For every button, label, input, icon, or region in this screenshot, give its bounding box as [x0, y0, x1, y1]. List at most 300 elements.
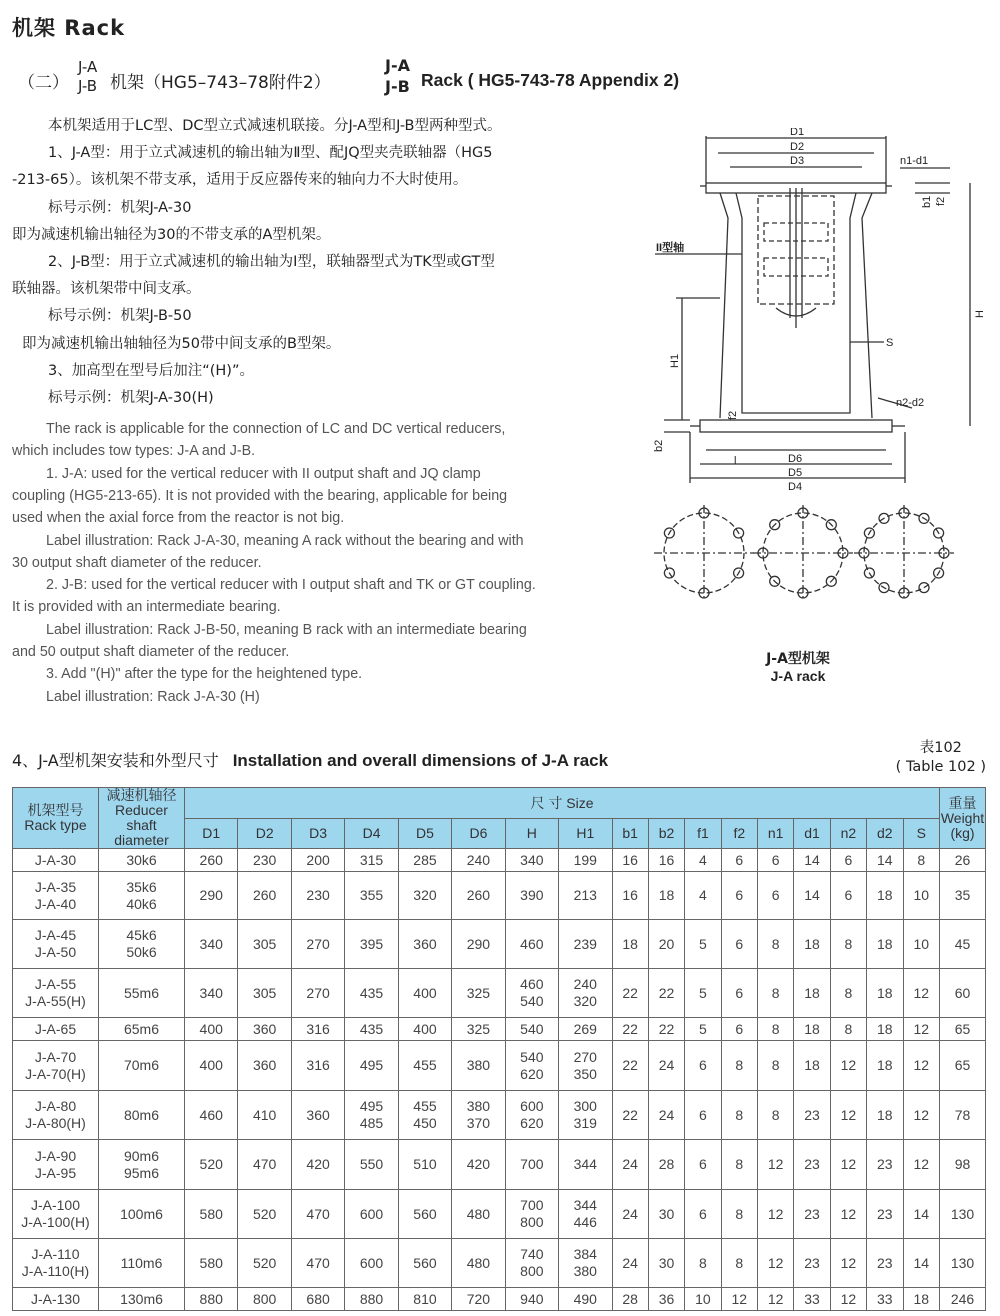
bolt-circle-views [654, 505, 954, 601]
cell-value [291, 872, 344, 920]
cell-line: 495 [359, 1057, 384, 1073]
cell-value [903, 1091, 940, 1140]
cell-value [398, 920, 451, 969]
cell-value [612, 1018, 648, 1041]
cell-value [721, 849, 757, 872]
table-label-zh: 表102 [919, 740, 962, 756]
label-h: H [974, 310, 986, 318]
cell-line: 370 [466, 1115, 491, 1131]
cell-value [291, 969, 344, 1018]
cell-line: 12 [913, 1057, 930, 1073]
cell-value [559, 920, 612, 969]
cell-value [612, 1140, 648, 1190]
cell-value [721, 872, 757, 920]
cell-line: 520 [199, 1156, 223, 1172]
cell-line: 130m6 [120, 1290, 163, 1307]
cell-value [648, 1190, 684, 1239]
cell-line: 8 [699, 1254, 707, 1271]
cell-value [185, 920, 238, 969]
dimensions-table [12, 787, 986, 1311]
cell-line: 18 [804, 935, 820, 952]
cell-line: 940 [520, 1290, 544, 1307]
cell-line: 420 [306, 1156, 330, 1172]
paragraph-line: 2、J-B型：用于立式减速机的输出轴为Ⅰ型，联轴器型式为TK型或GT型 [48, 254, 495, 270]
cell-line: 22 [658, 984, 675, 1001]
cell-line: 18 [877, 935, 893, 952]
cell-shaft [99, 1018, 185, 1041]
cell-value [398, 1091, 451, 1140]
cell-value [867, 969, 903, 1018]
table-row [13, 1140, 986, 1190]
cell-line: 199 [573, 851, 597, 868]
bottom-flange [700, 420, 892, 432]
cell-value [758, 920, 794, 969]
cell-line: 550 [359, 1156, 384, 1172]
cell-line: 290 [199, 887, 223, 903]
cell-line: 18 [804, 984, 820, 1001]
cell-value [291, 1018, 344, 1041]
table-label [896, 739, 986, 777]
cell-line: 6 [844, 887, 853, 903]
cell-line: 410 [252, 1106, 277, 1123]
cell-line: 230 [252, 851, 277, 868]
cell-value [238, 920, 291, 969]
cell-line: 360 [306, 1106, 330, 1123]
paragraph-line: and 50 output shaft diameter of the reducer. [12, 644, 290, 660]
cell-value [238, 1239, 291, 1288]
cell-line: 18 [877, 887, 893, 903]
col-weight [940, 788, 986, 849]
cell-line: 600 [359, 1205, 384, 1222]
cell-value [452, 969, 505, 1018]
cell-line: 520 [252, 1205, 277, 1222]
label-f2-low: f2 [727, 410, 739, 420]
cell-line: J-A-30 [34, 851, 77, 868]
cell-line: 30k6 [126, 851, 157, 868]
cell-line: 12 [731, 1290, 748, 1307]
cell-shaft [99, 1140, 185, 1190]
cell-line: 540 [520, 1048, 544, 1065]
cell-line: 620 [520, 1115, 544, 1131]
cell-line: 680 [306, 1290, 330, 1307]
section-heading-en: Installation and overall dimensions of J-A rack [232, 751, 609, 770]
cell-line: 395 [359, 935, 384, 952]
cell-line: 240 [573, 976, 597, 992]
table-row [13, 872, 986, 920]
cell-value [559, 1091, 612, 1140]
cell-line: 23 [877, 1254, 893, 1271]
col-h1: H1 [559, 819, 612, 849]
cell-rack-type [13, 1140, 99, 1190]
cell-value [291, 920, 344, 969]
cell-line: 8 [771, 935, 780, 952]
cell-value [185, 872, 238, 920]
cell-value [238, 872, 291, 920]
cell-line: 6 [699, 1057, 707, 1073]
subtitle-frac-top: J-A [78, 58, 98, 76]
cell-line: 重量 [948, 794, 977, 811]
cell-value [559, 1041, 612, 1091]
cell-line: 360 [252, 1057, 277, 1073]
cell-value [758, 849, 794, 872]
cell-value [648, 1239, 684, 1288]
cell-value [452, 1140, 505, 1190]
cell-value [505, 969, 558, 1018]
cell-value [505, 1018, 558, 1041]
cell-line: 4 [699, 851, 707, 868]
cell-value [685, 1190, 721, 1239]
cell-line: 8 [735, 1106, 744, 1123]
cell-value [758, 1018, 794, 1041]
cell-line: 36 [658, 1290, 675, 1307]
cell-line: 40k6 [126, 895, 157, 912]
cell-line: 4 [699, 887, 707, 903]
cell-value [345, 1091, 398, 1140]
cell-value [398, 1018, 451, 1041]
cell-line: 18 [804, 1020, 820, 1037]
cell-value [505, 1288, 558, 1311]
col-n2: n2 [830, 819, 866, 849]
subtitle-prefix: （二） [18, 73, 69, 93]
cell-line: 8 [735, 1205, 744, 1222]
cell-value [758, 1239, 794, 1288]
cell-line: 320 [573, 993, 597, 1009]
table-row [13, 1239, 986, 1288]
cell-line: 270 [306, 935, 330, 952]
cell-line: 6 [699, 1156, 707, 1172]
table-row [13, 1091, 986, 1140]
cell-value [830, 1140, 866, 1190]
cell-line: 319 [573, 1115, 597, 1131]
cell-value [505, 1239, 558, 1288]
cell-weight: 60 [940, 969, 986, 1018]
label-n2d2: n2-d2 [896, 397, 925, 409]
cell-value [830, 1239, 866, 1288]
cell-value [758, 969, 794, 1018]
cell-value [867, 1239, 903, 1288]
paragraph-line: -213-65）。该机架不带支承，适用于反应器传来的轴向力不大时使用。 [12, 172, 468, 189]
cell-line: 560 [413, 1254, 437, 1271]
cell-value [559, 849, 612, 872]
cell-value [238, 1288, 291, 1311]
cell-line: 55m6 [123, 984, 160, 1001]
cell-line: J-A-95 [34, 1164, 77, 1181]
cell-value [648, 849, 684, 872]
cell-value [721, 1288, 757, 1311]
cell-value [758, 1041, 794, 1091]
cell-value [238, 849, 291, 872]
cell-rack-type [13, 920, 99, 969]
cell-value [903, 849, 940, 872]
cell-line: 12 [767, 1156, 784, 1172]
label-s: S [886, 337, 894, 349]
cell-value [345, 1018, 398, 1041]
cell-weight: 35 [940, 872, 986, 920]
cell-rack-type [13, 872, 99, 920]
cell-line: 880 [359, 1290, 384, 1307]
subtitle-frac-bottom: J-B [78, 77, 98, 95]
cell-value [830, 1190, 866, 1239]
col-b1: b1 [612, 819, 648, 849]
cell-line: 50k6 [126, 944, 157, 960]
cell-line: J-A-110(H) [21, 1263, 90, 1279]
cell-value [612, 920, 648, 969]
cell-value [648, 1091, 684, 1140]
subtitle-zh-text: 机架（HG5–743–78附件2） [110, 73, 331, 93]
cell-line: 315 [359, 851, 384, 868]
cell-line: 400 [199, 1020, 223, 1037]
cell-line: 18 [877, 1020, 893, 1037]
cell-line: 6 [771, 851, 780, 868]
paragraph-line: 标号示例：机架J-A-30(H) [48, 390, 214, 406]
paragraph-line: used when the axial force from the reactor is not big. [12, 510, 345, 527]
cell-line: 6 [735, 887, 744, 903]
cell-line: 470 [252, 1156, 277, 1172]
col-d3: D3 [291, 819, 344, 849]
paragraph-line: It is provided with an intermediate bearing. [12, 599, 281, 616]
label-d1: D1 [790, 128, 805, 138]
cell-value [398, 1041, 451, 1091]
cell-line: 22 [622, 1057, 638, 1073]
cell-line: 240 [466, 851, 491, 868]
cell-line: 24 [622, 1254, 638, 1271]
cell-line: 28 [658, 1156, 675, 1172]
cell-value [398, 1288, 451, 1311]
cell-line: 285 [413, 851, 437, 868]
col-d1: D1 [185, 819, 238, 849]
cell-value [185, 1091, 238, 1140]
label-d2: D2 [790, 141, 805, 153]
cell-value [185, 1190, 238, 1239]
cell-line: 12 [767, 1205, 784, 1222]
cell-value [452, 872, 505, 920]
cell-line: 30 [658, 1205, 675, 1222]
cell-value [559, 1288, 612, 1311]
table-row [13, 1041, 986, 1091]
paragraph-line: 本机架适用于LC型、DC型立式减速机联接。分J-A型和J-B型两种型式。 [48, 118, 502, 134]
cell-line: 6 [771, 887, 780, 903]
cell-value [345, 1190, 398, 1239]
paragraph-line: which includes tow types: J-A and J-B. [12, 443, 256, 460]
cell-line: J-A-100(H) [21, 1214, 90, 1230]
cell-value [794, 969, 830, 1018]
cell-line: 380 [466, 1057, 491, 1073]
cell-line: J-A-55(H) [25, 993, 86, 1009]
cell-value [559, 1190, 612, 1239]
col-d2: D2 [238, 819, 291, 849]
cell-rack-type [13, 1239, 99, 1288]
cell-line: 495 [359, 1098, 384, 1114]
cell-value [830, 872, 866, 920]
cell-value [867, 1091, 903, 1140]
cell-value [721, 1239, 757, 1288]
cell-line: 10 [913, 935, 930, 952]
cell-line: J-A-80 [34, 1098, 77, 1114]
cell-line: 8 [735, 1254, 744, 1271]
cell-line: 8 [771, 1057, 780, 1073]
cell-line: 18 [877, 984, 893, 1001]
cell-line: 23 [804, 1156, 820, 1172]
cell-line: 100m6 [120, 1205, 163, 1222]
cell-weight: 130 [940, 1239, 986, 1288]
cell-line: 33 [804, 1290, 820, 1307]
label-f2-top: f2 [935, 196, 947, 206]
cell-line: 机架型号 [27, 802, 84, 818]
cell-weight: 78 [940, 1091, 986, 1140]
cell-value [452, 1041, 505, 1091]
cell-value [185, 849, 238, 872]
cell-line: 880 [199, 1290, 223, 1307]
cell-value [794, 1140, 830, 1190]
cell-line: J-A-45 [34, 927, 77, 943]
cell-line: 305 [252, 935, 277, 952]
cell-value [238, 1140, 291, 1190]
cell-value [685, 1239, 721, 1288]
cell-line: 8 [917, 851, 926, 868]
label-d5: D5 [788, 467, 803, 479]
section-heading-zh: 4、J-A型机架安装和外型尺寸 [12, 751, 219, 770]
cell-line: 460 [520, 935, 544, 952]
cell-value [721, 920, 757, 969]
cell-line: 800 [520, 1214, 544, 1230]
label-shaft: II型轴 [656, 242, 685, 254]
cell-line: 380 [466, 1098, 491, 1114]
cell-value [758, 1190, 794, 1239]
cell-value [612, 1288, 648, 1311]
cell-line: 18 [877, 1106, 893, 1123]
cell-value [559, 1018, 612, 1041]
label-l: l [734, 455, 737, 467]
subtitle [18, 56, 778, 100]
cell-line: 350 [573, 1065, 597, 1082]
cell-weight: 65 [940, 1018, 986, 1041]
cell-line: 80m6 [123, 1106, 160, 1123]
cell-value [398, 969, 451, 1018]
cell-line: 16 [622, 851, 638, 868]
cell-value [721, 969, 757, 1018]
label-h1: H1 [669, 353, 681, 368]
paragraph-line: 即为减速机输出轴径为30的不带支承的A型机架。 [12, 226, 331, 243]
cell-value [648, 1288, 684, 1311]
col-s: S [903, 819, 940, 849]
paragraph-line: 1. J-A: used for the vertical reducer with II output shaft and JQ clamp [46, 465, 481, 482]
cell-value [612, 1239, 648, 1288]
col-rack-type [13, 788, 99, 849]
cell-value [452, 920, 505, 969]
cell-value [721, 1190, 757, 1239]
cell-value [830, 849, 866, 872]
cell-line: 8 [771, 1020, 780, 1037]
cell-line: 14 [804, 851, 820, 868]
cell-shaft [99, 1041, 185, 1091]
paragraph-line: 2. J-B: used for the vertical reducer with I output shaft and TK or GT coupling. [46, 577, 536, 594]
cell-value [345, 969, 398, 1018]
cell-value [830, 1091, 866, 1140]
cell-line: J-A-35 [34, 878, 77, 895]
subtitle-en-frac-bottom: J-B [385, 77, 410, 96]
cell-value [685, 1288, 721, 1311]
cell-line: 24 [658, 1106, 675, 1123]
cell-line: 360 [413, 935, 437, 952]
cell-line: 600 [359, 1254, 384, 1271]
cell-value [685, 849, 721, 872]
cell-line: 400 [413, 1020, 437, 1037]
cell-value [685, 920, 721, 969]
col-d1: d1 [794, 819, 830, 849]
cell-line: 24 [622, 1156, 638, 1172]
cell-line: 18 [913, 1290, 930, 1307]
cell-line: 325 [466, 1020, 491, 1037]
cell-value [685, 872, 721, 920]
cell-line: 22 [622, 984, 638, 1001]
cell-line: 480 [466, 1205, 491, 1222]
cell-shaft [99, 1288, 185, 1311]
cell-line: 5 [699, 984, 707, 1001]
cell-value [794, 1190, 830, 1239]
cell-line: 420 [466, 1156, 491, 1172]
cell-value [291, 1041, 344, 1091]
cell-line: 400 [413, 984, 437, 1001]
cell-line: J-A-40 [34, 895, 77, 912]
cell-line: 6 [735, 935, 744, 952]
cell-line: 700 [520, 1197, 544, 1213]
cell-value [345, 920, 398, 969]
cell-rack-type [13, 1041, 99, 1091]
cell-value [794, 920, 830, 969]
cell-value [238, 1018, 291, 1041]
cell-line: 12 [913, 984, 930, 1001]
cell-value [398, 1239, 451, 1288]
cell-value [903, 969, 940, 1018]
cell-value [345, 872, 398, 920]
cell-value [903, 1018, 940, 1041]
cell-value [648, 1041, 684, 1091]
cell-line: 260 [199, 851, 223, 868]
cell-shaft [99, 920, 185, 969]
table-row [13, 1288, 986, 1311]
col-shaft-diameter [99, 788, 185, 849]
cell-line: J-A-80(H) [25, 1115, 86, 1131]
cell-line: 6 [699, 1106, 707, 1123]
cell-rack-type [13, 1018, 99, 1041]
col-d5: D5 [398, 819, 451, 849]
cell-line: 18 [804, 1057, 820, 1073]
cell-line: J-A-130 [30, 1290, 81, 1307]
cell-line: 22 [658, 1020, 675, 1037]
cell-line: Reducer shaft [115, 802, 168, 833]
drawing-caption-zh: J-A型机架 [766, 651, 830, 667]
cell-value [291, 1091, 344, 1140]
label-d6: D6 [788, 453, 803, 465]
cell-value [291, 1239, 344, 1288]
col-d4: D4 [345, 819, 398, 849]
cell-shaft [99, 1239, 185, 1288]
cell-line: 12 [840, 1057, 857, 1073]
cell-line: 446 [573, 1214, 597, 1230]
cell-line: 23 [877, 1205, 893, 1222]
cell-line: 23 [804, 1205, 820, 1222]
cell-line: 540 [520, 993, 544, 1009]
cell-value [867, 920, 903, 969]
cell-value [238, 1190, 291, 1239]
cell-line: 355 [359, 887, 384, 903]
cell-line: 460 [520, 976, 544, 992]
cell-value [867, 872, 903, 920]
cell-line: 400 [199, 1057, 223, 1073]
cell-line: J-A-110 [31, 1246, 80, 1262]
label-n1d1: n1-d1 [900, 155, 929, 167]
table-row [13, 969, 986, 1018]
